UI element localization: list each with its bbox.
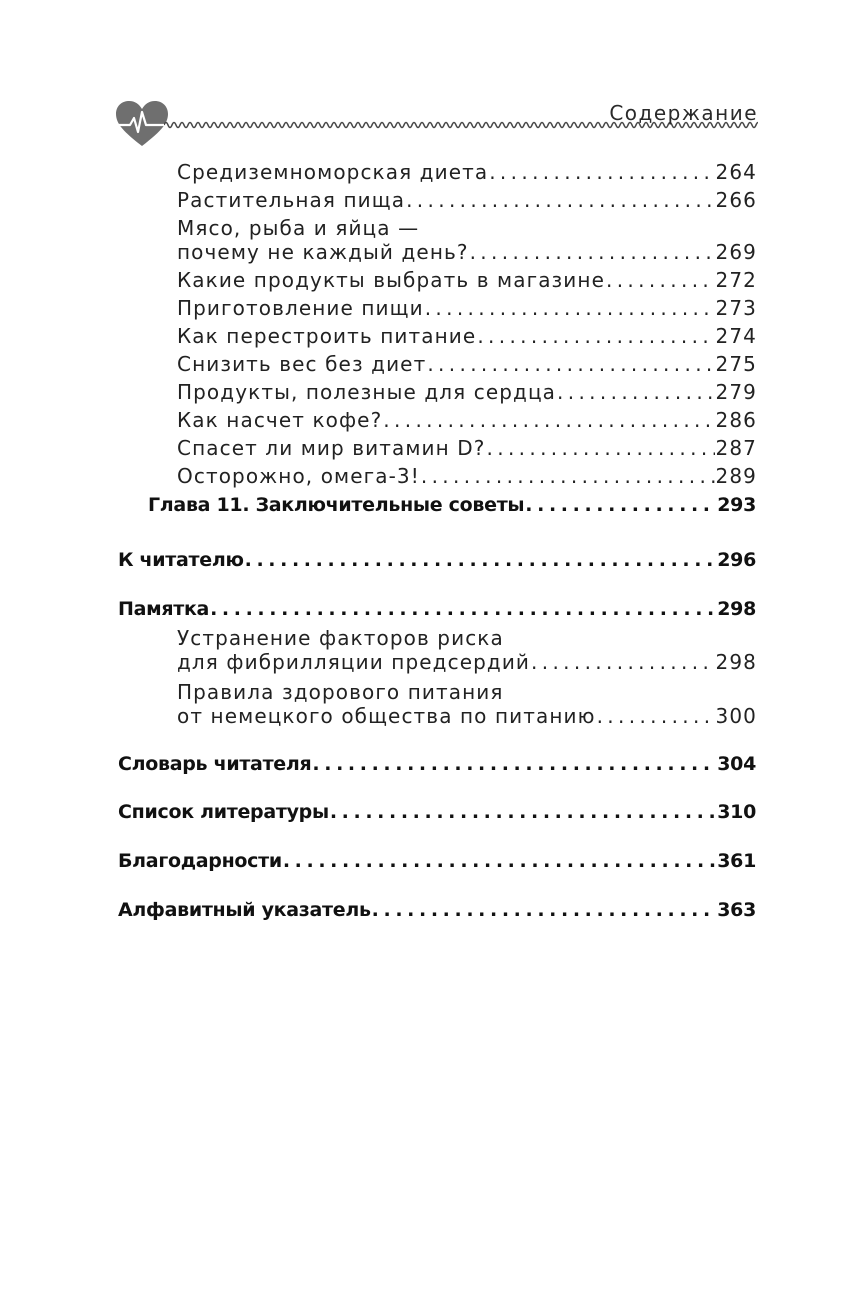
- leader-dots: [606, 268, 715, 292]
- leader-dots: [531, 650, 715, 674]
- toc-entry[interactable]: [177, 188, 757, 212]
- leader-dots: [470, 240, 715, 264]
- toc-entry-title: Словарь читателя: [118, 753, 312, 775]
- toc-entry-title-line1: Мясо, рыба и яйца —: [177, 216, 420, 240]
- toc-entry-title: Как перестроить питание: [177, 324, 477, 348]
- toc-entry[interactable]: [177, 650, 757, 674]
- toc-entry-title: Какие продукты выбрать в магазине: [177, 268, 605, 292]
- toc-entry-title: Осторожно, омега-3!: [177, 464, 420, 488]
- toc-entry-title: Растительная пища: [177, 188, 406, 212]
- toc-entry-title: Памятка: [118, 598, 210, 620]
- toc-entry[interactable]: [177, 380, 757, 404]
- toc-entry-title-line1: Устранение факторов риска: [177, 626, 504, 650]
- toc-entry-page: 286: [715, 408, 757, 432]
- toc-entry-title: для фибрилляции предсердий: [177, 650, 531, 674]
- toc-chapter-entry[interactable]: [148, 494, 756, 516]
- toc-entry-title: Алфавитный указатель: [118, 899, 371, 921]
- toc-entry-page: 298: [717, 598, 756, 620]
- leader-dots: [477, 324, 714, 348]
- toc-entry-title: Глава 11. Заключительные советы: [148, 494, 525, 516]
- toc-entry-page: 264: [715, 160, 757, 184]
- toc-entry-title: Приготовление пищи: [177, 296, 424, 320]
- toc-section-entry[interactable]: [118, 899, 756, 921]
- toc-entry-title: К читателю: [118, 549, 244, 571]
- toc-entry[interactable]: [177, 464, 757, 488]
- leader-dots: [330, 801, 716, 823]
- toc-entry-page: 279: [715, 380, 757, 404]
- toc-entry-title: от немецкого общества по питанию: [177, 704, 596, 728]
- toc-entry-page: 300: [715, 704, 757, 728]
- toc-section-entry[interactable]: [118, 850, 756, 872]
- leader-dots: [383, 408, 714, 432]
- leader-dots: [283, 850, 716, 872]
- toc-entry[interactable]: [177, 160, 757, 184]
- toc-entry-page: 298: [715, 650, 757, 674]
- toc-section-entry[interactable]: [118, 598, 756, 620]
- toc-entry-title: почему не каждый день?: [177, 240, 469, 264]
- toc-entry-page: 273: [715, 296, 757, 320]
- leader-dots: [421, 464, 715, 488]
- toc-entry-title: Спасет ли мир витамин D?: [177, 436, 486, 460]
- toc-entry-page: 269: [715, 240, 757, 264]
- toc-entry[interactable]: [177, 324, 757, 348]
- toc-entry-title: Средиземноморская диета: [177, 160, 489, 184]
- toc-entry[interactable]: [177, 296, 757, 320]
- toc-entry-title: Как насчет кофе?: [177, 408, 383, 432]
- toc-entry-title: Список литературы: [118, 801, 329, 823]
- toc-entry-page: 275: [715, 352, 757, 376]
- toc-entry-page: 296: [717, 549, 756, 571]
- toc-entry[interactable]: [177, 240, 757, 264]
- running-header: [114, 98, 758, 150]
- leader-dots: [597, 704, 715, 728]
- leader-dots: [245, 549, 717, 571]
- toc-entry-page: 310: [717, 801, 756, 823]
- toc-entry-page: 361: [717, 850, 756, 872]
- toc-entry-page: 293: [717, 494, 756, 516]
- leader-dots: [489, 160, 714, 184]
- toc-section-entry[interactable]: [118, 549, 756, 571]
- toc-entry-page: 304: [717, 753, 756, 775]
- toc-entry-title: Снизить вес без диет: [177, 352, 427, 376]
- heart-pulse-icon: [114, 100, 170, 148]
- toc-entry-page: 266: [715, 188, 757, 212]
- toc-section-entry[interactable]: [118, 801, 756, 823]
- toc-entry-page: 272: [715, 268, 757, 292]
- toc-entry[interactable]: [177, 436, 757, 460]
- leader-dots: [427, 352, 714, 376]
- leader-dots: [372, 899, 717, 921]
- toc-entry-title: Благодарности: [118, 850, 282, 872]
- toc-entry-page: 287: [715, 436, 757, 460]
- toc-entry-title-line1: Правила здорового питания: [177, 680, 504, 704]
- leader-dots: [487, 436, 715, 460]
- leader-dots: [406, 188, 714, 212]
- leader-dots: [525, 494, 716, 516]
- leader-dots: [210, 598, 716, 620]
- toc-entry[interactable]: [177, 268, 757, 292]
- toc-section-entry[interactable]: [118, 753, 756, 775]
- toc-entry[interactable]: [177, 352, 757, 376]
- leader-dots: [557, 380, 714, 404]
- toc-entry-page: 289: [715, 464, 757, 488]
- toc-entry-title: Продукты, полезные для сердца: [177, 380, 557, 404]
- toc-entry-page: 363: [717, 899, 756, 921]
- leader-dots: [312, 753, 716, 775]
- toc-entry[interactable]: [177, 704, 757, 728]
- toc-entry-page: 274: [715, 324, 757, 348]
- toc-entry[interactable]: [177, 408, 757, 432]
- leader-dots: [425, 296, 715, 320]
- running-header-title: Содержание: [609, 101, 758, 125]
